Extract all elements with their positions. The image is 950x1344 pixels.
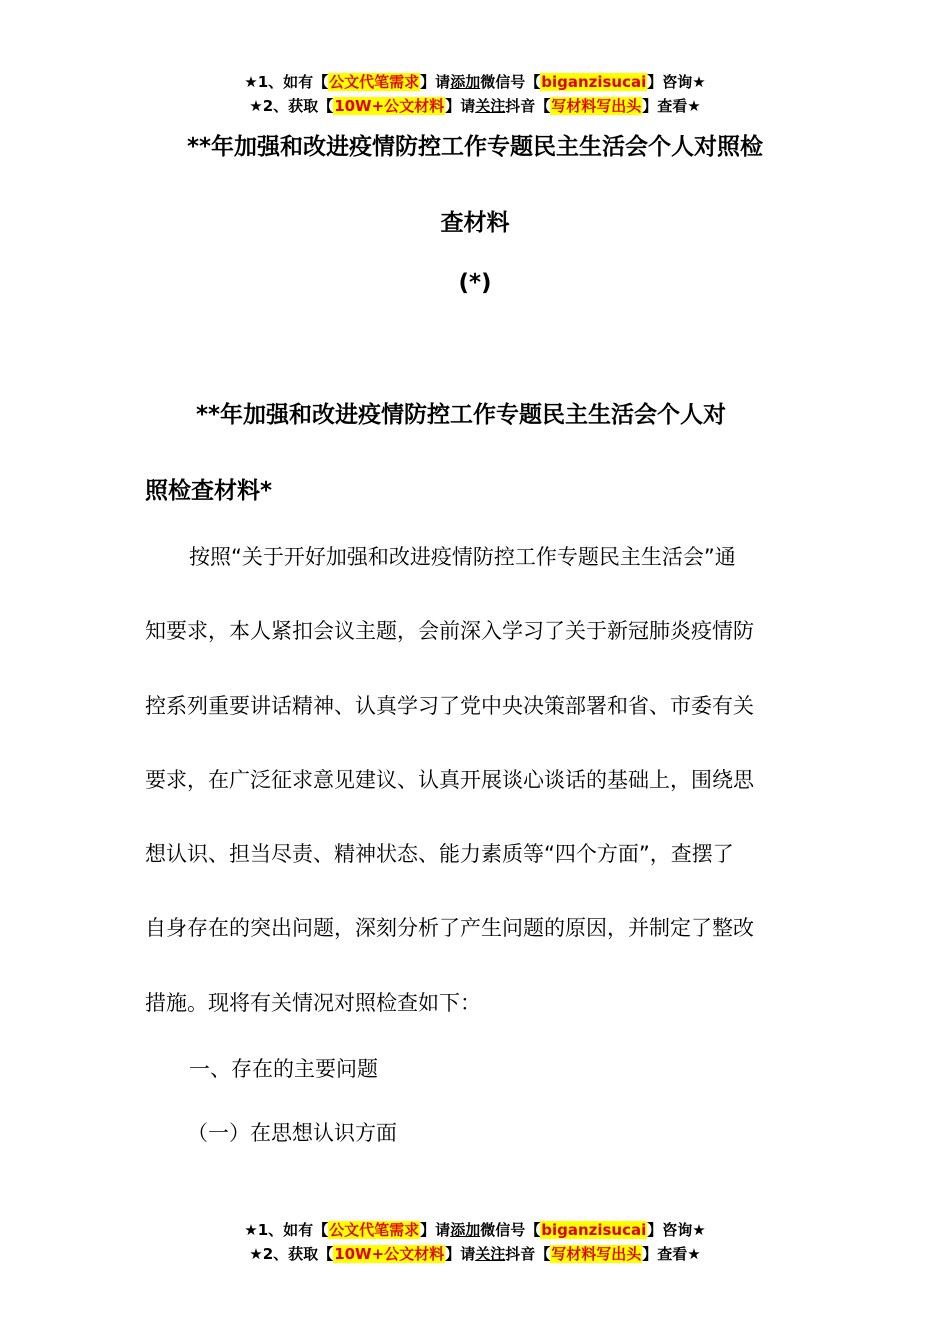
body-line: 按照“关于开好加强和改进疫情防控工作专题民主生活会”通: [189, 545, 736, 569]
heading-line-1: **年加强和改进疫情防控工作专题民主生活会个人对: [196, 402, 727, 428]
heading-line-2: 照检查材料*: [145, 478, 273, 504]
banner-text: 微信号【: [480, 1221, 541, 1239]
banner-text: 】咨询★: [647, 73, 706, 91]
document-title-line-3: (*): [458, 270, 492, 296]
document-title-line-1: **年加强和改进疫情防控工作专题民主生活会个人对照检: [186, 134, 764, 160]
banner-text: 】请: [420, 73, 451, 91]
banner-text: 】请: [445, 1245, 476, 1263]
banner-text: ★1、如有【: [244, 1221, 329, 1239]
body-line: 自身存在的突出问题，深刻分析了产生问题的原因，并制定了整改: [145, 916, 754, 940]
banner-text: 】查看★: [642, 1245, 701, 1263]
banner-text: 微信号【: [480, 73, 541, 91]
banner-text: ★2、获取【: [249, 1245, 334, 1263]
highlight-wechat-id: biganzisucai: [541, 73, 647, 91]
highlight-service: 公文代笔需求: [329, 1221, 420, 1239]
banner-emphasis: 关注: [475, 97, 506, 115]
body-line: 要求，在广泛征求意见建议、认真开展谈心谈话的基础上，围绕思: [145, 768, 754, 792]
highlight-materials: 10W+公文材料: [334, 1245, 445, 1263]
highlight-douyin: 写材料写出头: [551, 1245, 642, 1263]
document-title-line-2: 查材料: [440, 210, 510, 236]
banner-line-1: [0, 70, 950, 94]
subsection-heading: （一）在思想认识方面: [187, 1121, 397, 1145]
body-line: 知要求，本人紧扣会议主题，会前深入学习了关于新冠肺炎疫情防: [145, 619, 754, 643]
highlight-service: 公文代笔需求: [329, 73, 420, 91]
banner-text: 抖音【: [505, 97, 551, 115]
banner-text: 抖音【: [505, 1245, 551, 1263]
banner-text: ★1、如有【: [244, 73, 329, 91]
banner-line-2: [0, 94, 950, 118]
banner-text: 】查看★: [642, 97, 701, 115]
banner-text: 】请: [445, 97, 476, 115]
banner-line-2: [0, 1242, 950, 1266]
banner-text: ★2、获取【: [249, 97, 334, 115]
banner-line-1: [0, 1218, 950, 1242]
highlight-materials: 10W+公文材料: [334, 97, 445, 115]
top-banner: [0, 70, 950, 118]
banner-emphasis: 关注: [475, 1245, 506, 1263]
banner-text: 】咨询★: [647, 1221, 706, 1239]
body-line: 措施。现将有关情况对照检查如下：: [145, 991, 481, 1015]
body-line: 想认识、担当尽责、精神状态、能力素质等“四个方面”，查摆了: [145, 842, 734, 866]
section-heading: 一、存在的主要问题: [189, 1057, 378, 1081]
banner-emphasis: 添加: [450, 1221, 481, 1239]
banner-emphasis: 添加: [450, 73, 481, 91]
body-line: 控系列重要讲话精神、认真学习了党中央决策部署和省、市委有关: [145, 694, 754, 718]
banner-text: 】请: [420, 1221, 451, 1239]
highlight-douyin: 写材料写出头: [551, 97, 642, 115]
bottom-banner: [0, 1218, 950, 1266]
highlight-wechat-id: biganzisucai: [541, 1221, 647, 1239]
